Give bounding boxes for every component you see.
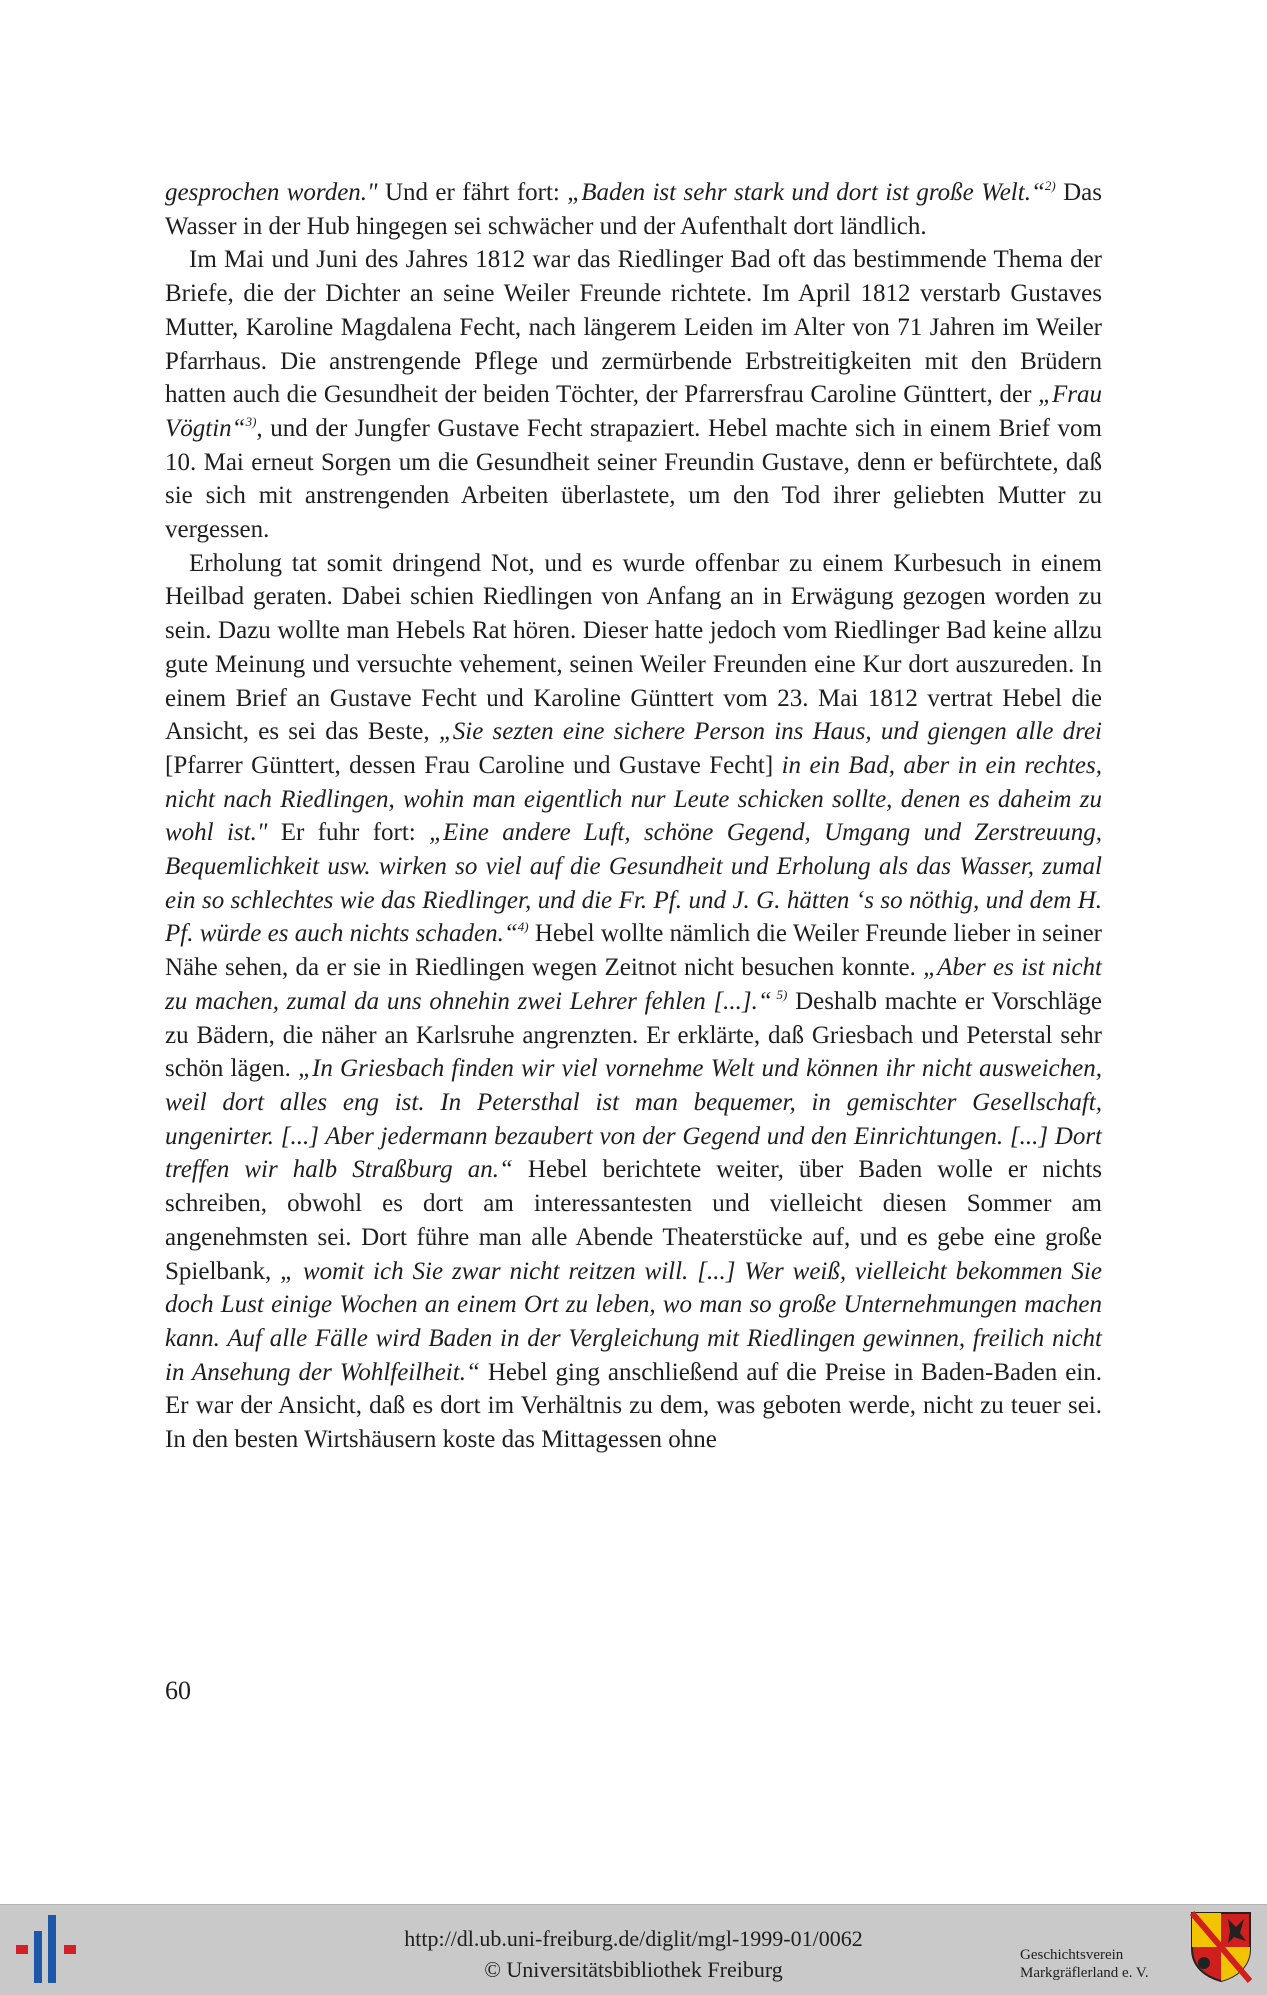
quotation: „Baden ist sehr stark und dort ist große Welt.“: [567, 179, 1045, 206]
quotation: „Eine andere Luft, schöne Gegend, Umgang und Zerstreuung, Bequemlichkeit usw. wirken so viel auf die Gesundheit und Erholung als das Wasser, zumal ein so schlechtes wie das Riedlinger, und die Fr. Pf. und J. G. hätten ‘s so nöthig, und dem H. Pf. würde es auch nichts schaden.“: [165, 819, 1102, 948]
text-run: Im Mai und Juni des Jahres 1812 war das Riedlinger Bad oft das bestimmende Thema der Briefe, die der Dichter an seine Weiler Freunde richtete. Im April 1812 verstarb Gustaves Mutter, Karoline Magdalena Fecht, nach längerem Leiden im Alter von 71 Jahren im Weiler Pfarrhaus. Die anstrengende Pflege und zermürbende Erbstreitigkeiten mit den Brüdern hatten auch die Gesundheit der beiden Töchter, der Pfarrersfrau Caroline Günttert, der: [165, 246, 1102, 409]
text-run: Hebel berichtete weiter, über Baden wolle er nichts schreiben, obwohl es dort am interessantesten und vielleicht diesen Sommer am angenehmsten sei. Dort führe man alle Abende Theaterstücke auf, und es gebe eine große Spielbank,: [165, 1156, 1103, 1285]
society-name: [1020, 1946, 1149, 1982]
text-run: Er fuhr fort:: [267, 819, 430, 847]
text-run: , und der Jungfer Gustave Fecht strapaziert. Hebel machte sich in einem Brief vom 10. Mai erneut Sorgen um die Gesundheit seiner Freundin Gustave, denn er befürchtete, daß sie sich mit anstrengenden Arbeiten überlastete, um den Tod ihrer geliebten Mutter zu vergessen.: [165, 414, 1102, 544]
quotation: „In Griesbach finden wir viel vornehme Welt und können ihr nicht ausweichen, weil dort alles eng ist. In Petersthal ist man bequemer, in gemischter Gesellschaft, ungenirter. [...] Aber jedermann bezaubert von der Gegend und den Einrichtungen. [...] Dort treffen wir halb Straßburg an.“: [165, 1055, 1102, 1184]
society-name-line2: Markgräflerland e. V.: [1020, 1965, 1149, 1981]
footnote-ref: 5): [771, 986, 788, 1002]
text-run: Das Wasser in der Hub hingegen sei schwächer und der Aufenthalt dort ländlich.: [165, 179, 1102, 240]
paragraph: [165, 243, 1102, 546]
footnote-ref: 4): [517, 919, 529, 935]
society-name-line1: Geschichtsverein: [1020, 1947, 1124, 1963]
page-number: 60: [165, 1676, 191, 1705]
quotation: in ein Bad, aber in ein rechtes, nicht nach Riedlingen, wohin man eigentlich nur Leute schicken sollte, denen es daheim zu wohl ist.": [165, 751, 1102, 847]
quotation: „Sie sezten eine sichere Person ins Haus, und giengen alle drei: [438, 718, 1102, 746]
quotation: „ womit ich Sie zwar nicht reitzen will. [...] Wer weiß, vielleicht bekommen Sie doch Lust einige Wochen an einem Ort zu leben, wo man so große Unternehmungen machen kann. Auf alle Fälle wird Baden in der Vergleichung mit Riedlingen gewinnen, freilich nicht in Ansehung der Wohlfeilheit.“: [165, 1257, 1102, 1386]
permalink-url[interactable]: http://dl.ub.uni-freiburg.de/diglit/mgl-1999-01/0062: [404, 1926, 863, 1951]
footnote-ref: 2): [1044, 178, 1056, 193]
coat-of-arms-icon[interactable]: [1190, 1911, 1252, 1983]
text-run: Erholung tat somit dringend Not, und es wurde offenbar zu einem Kurbesuch in einem Heilbad geraten. Dabei schien Riedlingen von Anfang an in Erwägung gezogen worden zu sein. Dazu wollte man Hebels Rat hören. Dieser hatte jedoch vom Riedlinger Bad keine allzu gute Meinung und versuchte vehement, seinen Weiler Freunden eine Kur dort auszureden. In einem Brief an Gustave Fecht und Karoline Günttert vom 23. Mai 1812 vertrat Hebel die Ansicht, es sei das Beste,: [165, 549, 1102, 746]
text-run: Hebel wollte nämlich die Weiler Freunde lieber in seiner Nähe sehen, da er sie in Riedlingen wegen Zeitnot nicht besuchen konnte.: [165, 920, 1102, 982]
body-text: [165, 176, 1102, 1457]
text-run: Deshalb machte er Vorschläge zu Bädern, die näher an Karlsruhe angrenzten. Er erklärte, daß Griesbach und Peterstal sehr schön lägen.: [165, 987, 1102, 1083]
paragraph: [165, 176, 1102, 243]
copyright-notice: © Universitätsbibliothek Freiburg: [484, 1957, 783, 1982]
text-run: [Pfarrer Günttert, dessen Frau Caroline und Gustave Fecht]: [165, 751, 782, 779]
footnote-ref: 3): [245, 413, 257, 429]
paragraph: [165, 547, 1102, 1457]
quotation: gesprochen worden.": [165, 179, 378, 206]
text-run: Hebel ging anschließend auf die Preise in Baden-Baden ein. Er war der Ansicht, daß es dort im Verhältnis zu dem, was geboten werde, nicht zu teuer sei. In den besten Wirtshäusern koste das Mittagessen ohne: [165, 1358, 1102, 1454]
quotation: „Frau Vögtin“: [165, 381, 1102, 442]
text-run: Und er fährt fort:: [377, 179, 568, 206]
quotation: „Aber es ist nicht zu machen, zumal da uns ohnehin zwei Lehrer fehlen [...].“: [165, 954, 1102, 1015]
